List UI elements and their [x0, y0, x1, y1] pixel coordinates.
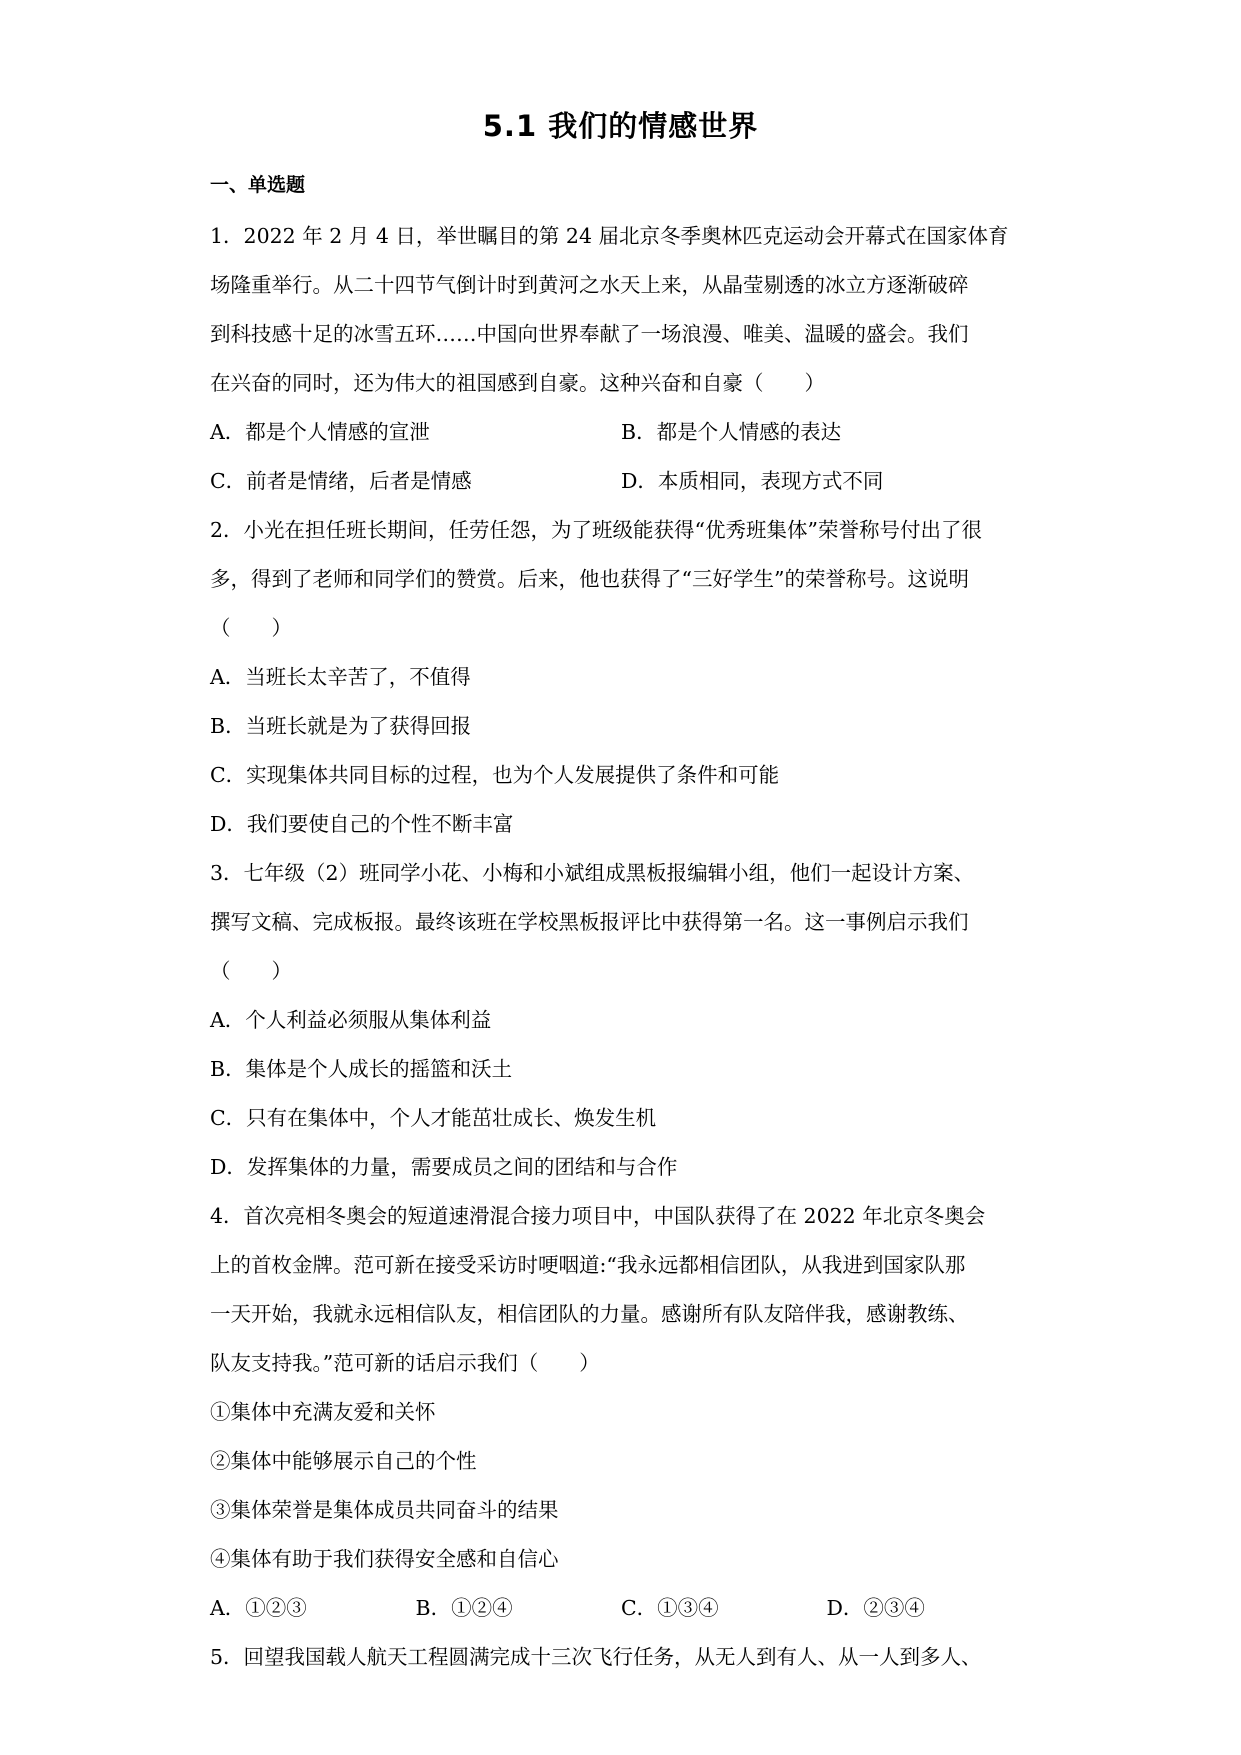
- section-heading: 一、单选题: [210, 174, 306, 196]
- question-2-option-d: D．我们要使自己的个性不断丰富: [210, 812, 514, 836]
- question-1-option-d: D．本质相同，表现方式不同: [621, 469, 884, 493]
- question-3: [210, 849, 1032, 1192]
- question-4-option-c: C．①③④: [621, 1596, 719, 1620]
- question-1-line: 到科技感十足的冰雪五环……中国向世界奉献了一场浪漫、唯美、温暖的盛会。我们: [210, 322, 969, 346]
- question-3-option-a: A．个人利益必须服从集体利益: [210, 1008, 492, 1032]
- question-1: [210, 212, 1032, 506]
- question-4-option-b: B．①②④: [415, 1596, 513, 1620]
- question-3-line: （ ）: [210, 959, 292, 983]
- question-4-statement-1: ①集体中充满友爱和关怀: [210, 1400, 436, 1424]
- question-1-line: 1．2022 年 2 月 4 日，举世瞩目的第 24 届北京冬季奥林匹克运动会开幕式在国家体育: [210, 224, 1009, 248]
- question-1-line: 在兴奋的同时，还为伟大的祖国感到自豪。这种兴奋和自豪（ ）: [210, 371, 825, 395]
- question-4-statement-4: ④集体有助于我们获得安全感和自信心: [210, 1547, 559, 1571]
- question-3-option-b: B．集体是个人成长的摇篮和沃土: [210, 1057, 513, 1081]
- question-4-statement-2: ②集体中能够展示自己的个性: [210, 1449, 477, 1473]
- question-2-option-b: B．当班长就是为了获得回报: [210, 714, 472, 738]
- question-2-option-a: A．当班长太辛苦了，不值得: [210, 665, 471, 689]
- question-4: [210, 1192, 1032, 1633]
- question-4-option-d: D．②③④: [826, 1596, 925, 1620]
- question-5-line: 5．回望我国载人航天工程圆满完成十三次飞行任务，从无人到有人、从一人到多人、: [210, 1645, 982, 1669]
- question-3-line: 3．七年级（2）班同学小花、小梅和小斌组成黑板报编辑小组，他们一起设计方案、: [210, 861, 975, 885]
- question-4-line: 上的首枚金牌。范可新在接受采访时哽咽道:“我永远都相信团队，从我进到国家队那: [210, 1253, 966, 1277]
- question-4-statement-3: ③集体荣誉是集体成员共同奋斗的结果: [210, 1498, 559, 1522]
- question-1-option-a: A．都是个人情感的宣泄: [210, 420, 430, 444]
- question-4-line: 一天开始，我就永远相信队友，相信团队的力量。感谢所有队友陪伴我，感谢教练、: [210, 1302, 969, 1326]
- question-1-option-b: B．都是个人情感的表达: [621, 420, 842, 444]
- question-2-line: 2．小光在担任班长期间，任劳任怨，为了班级能获得“优秀班集体”荣誉称号付出了很: [210, 518, 983, 542]
- question-3-line: 撰写文稿、完成板报。最终该班在学校黑板报评比中获得第一名。这一事例启示我们: [210, 910, 969, 934]
- question-4-line: 队友支持我。”范可新的话启示我们（ ）: [210, 1351, 600, 1375]
- question-2-option-c: C．实现集体共同目标的过程，也为个人发展提供了条件和可能: [210, 763, 780, 787]
- question-2-line: 多，得到了老师和同学们的赞赏。后来，他也获得了“三好学生”的荣誉称号。这说明: [210, 567, 969, 591]
- question-1-option-c: C．前者是情绪，后者是情感: [210, 469, 472, 493]
- question-1-options-row: [210, 408, 1032, 457]
- question-list: [210, 212, 1032, 1682]
- question-3-option-d: D．发挥集体的力量，需要成员之间的团结和与合作: [210, 1155, 678, 1179]
- question-2: [210, 506, 1032, 849]
- question-4-options-row: [210, 1584, 1032, 1633]
- question-4-line: 4．首次亮相冬奥会的短道速滑混合接力项目中，中国队获得了在 2022 年北京冬奥会: [210, 1204, 986, 1228]
- question-1-options-row: [210, 457, 1032, 506]
- question-2-line: （ ）: [210, 616, 292, 640]
- question-3-option-c: C．只有在集体中，个人才能茁壮成长、焕发生机: [210, 1106, 657, 1130]
- question-4-option-a: A．①②③: [210, 1596, 307, 1620]
- page-title: 5.1 我们的情感世界: [482, 109, 759, 143]
- question-1-line: 场隆重举行。从二十四节气倒计时到黄河之水天上来，从晶莹剔透的冰立方逐渐破碎: [210, 273, 969, 297]
- question-5: [210, 1633, 1032, 1682]
